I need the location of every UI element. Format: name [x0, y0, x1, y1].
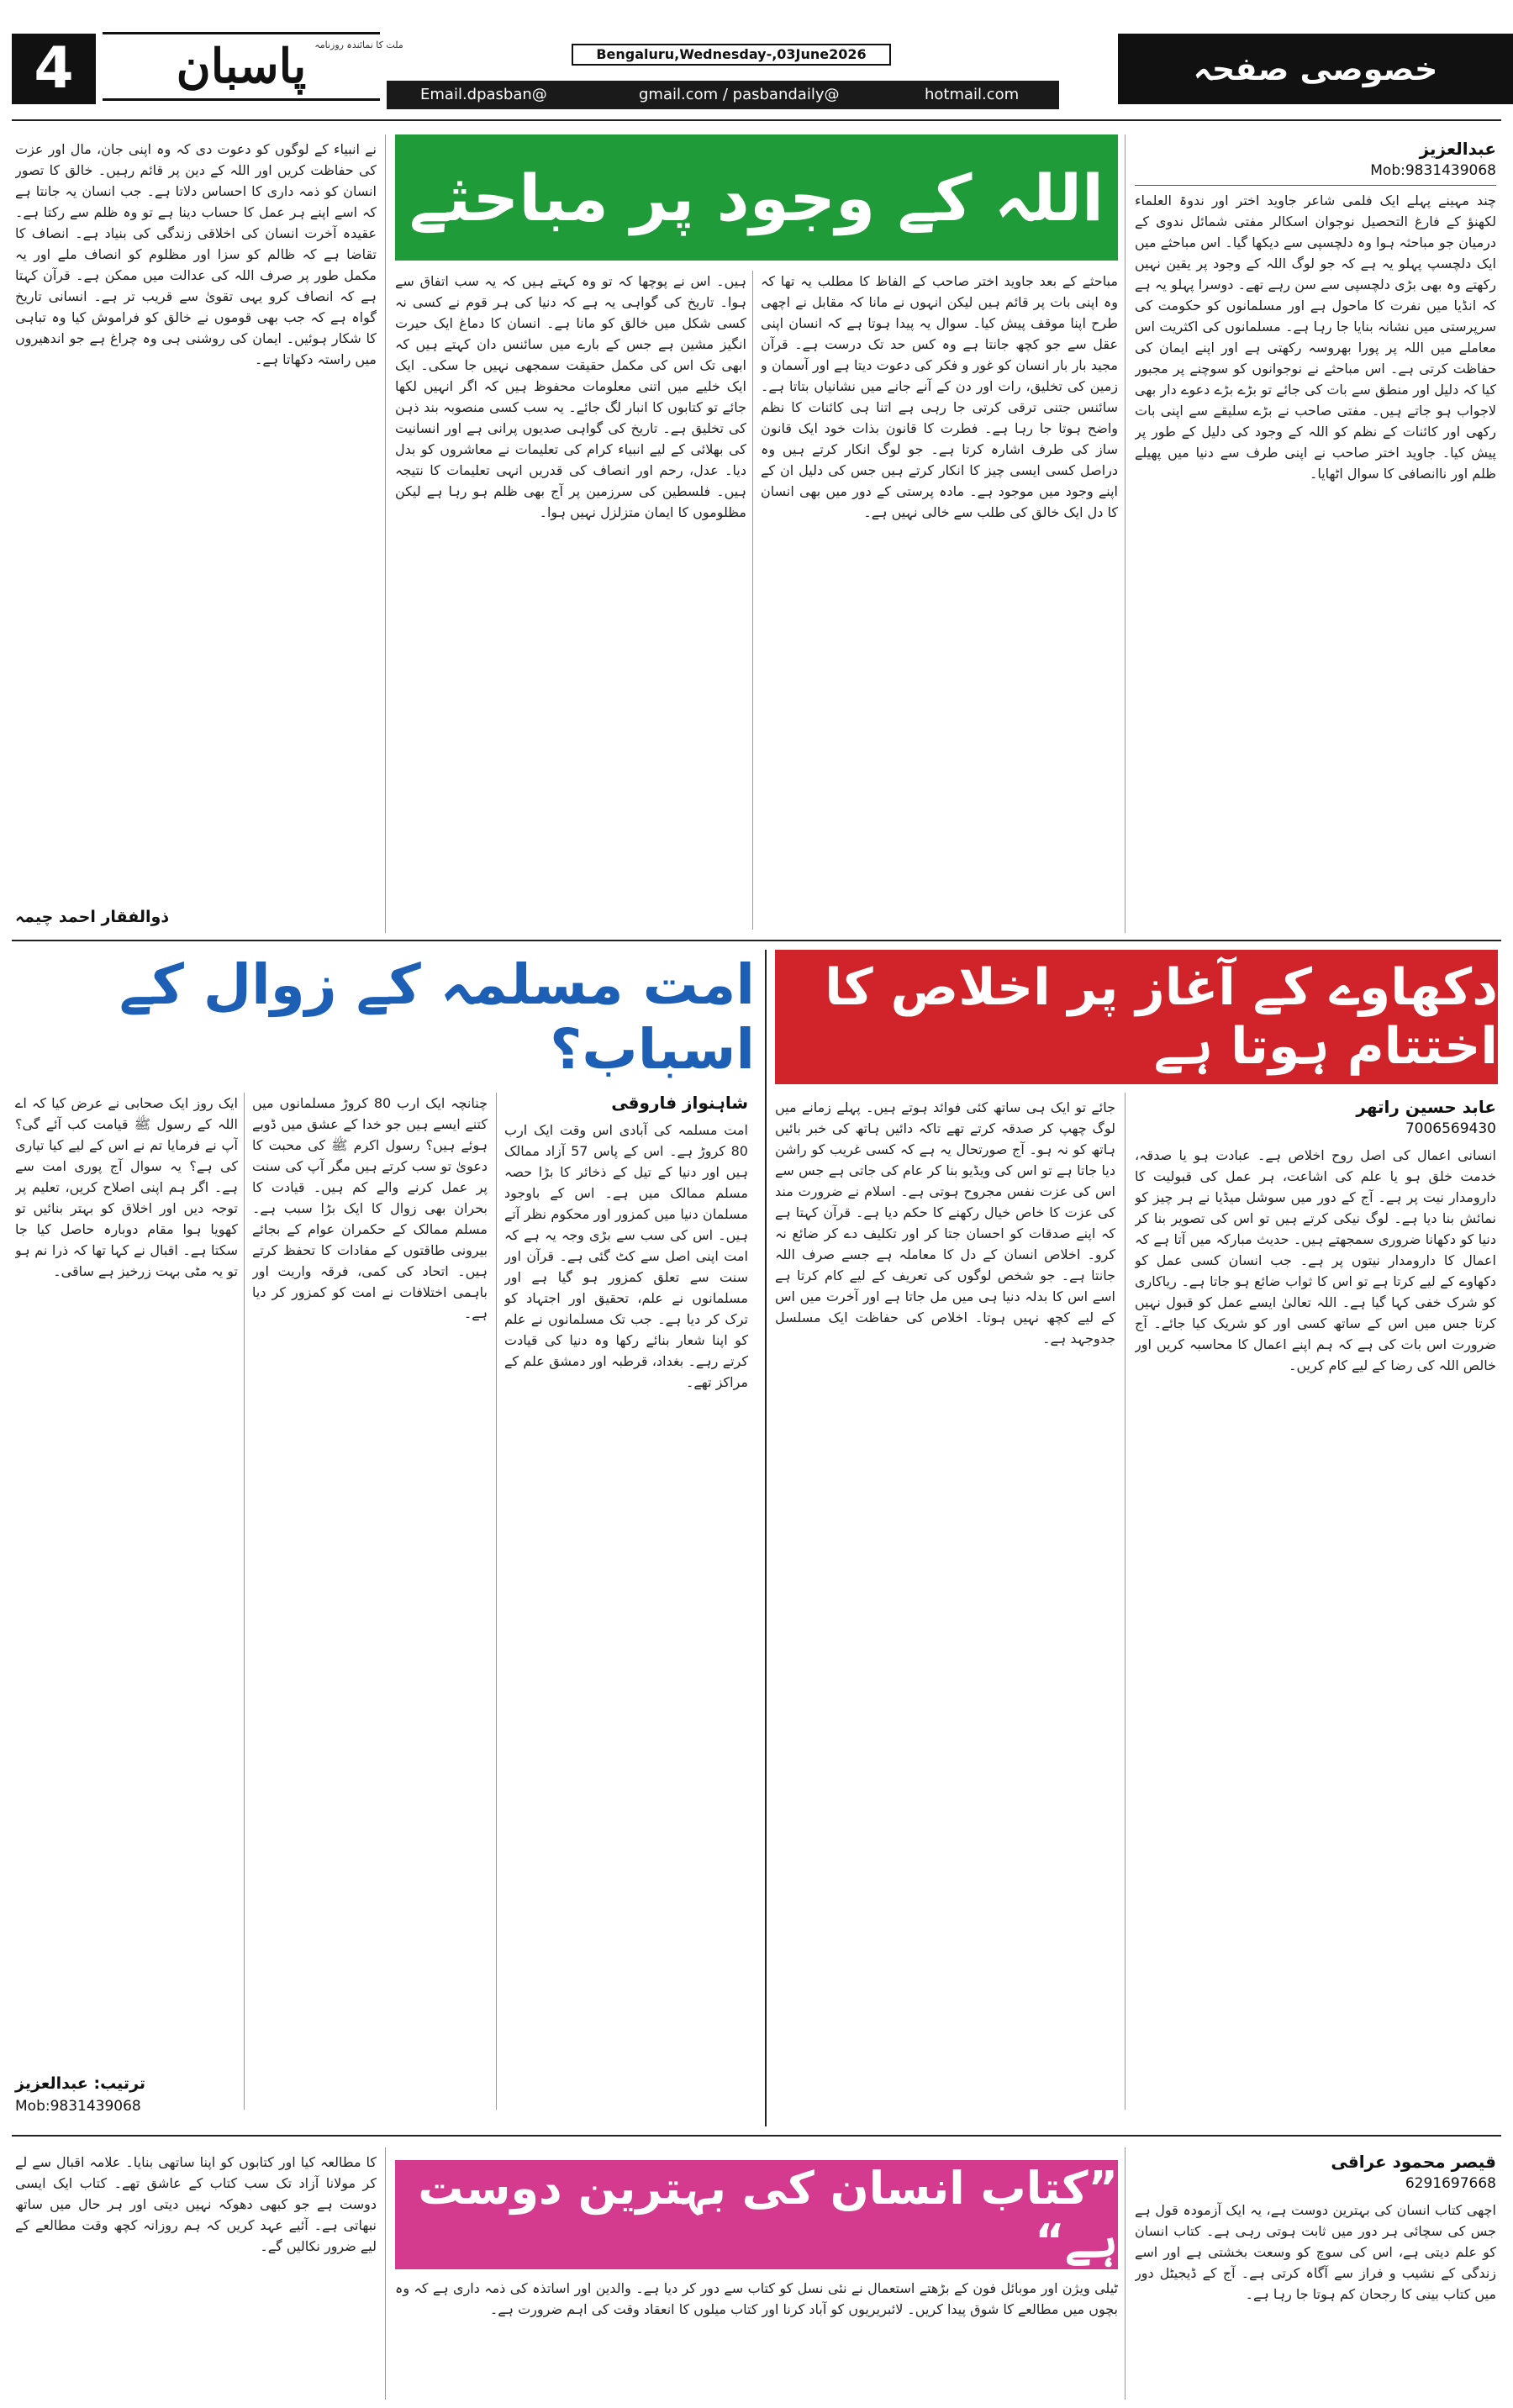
article-kitab-col-3: کا مطالعہ کیا اور کتابوں کو اپنا ساتھی بنایا۔ علامہ اقبال سے لے کر مولانا آزاد تک سب کتاب کے عاشق تھے۔ کتاب ایک ایسی دوست ہے جو کبھی دھوکہ نہیں دیتی اور ہر حال میں ساتھ نبھاتی ہے۔ آئیے عہد کریں کہ ہم روزانہ کچھ وقت مطالعے کے لیے ضرور نکالیں گے۔ — [15, 2154, 377, 2254]
author-name: عابد حسین راتھر — [1356, 1097, 1496, 1117]
column-rule — [1125, 1093, 1126, 2110]
email-part-1: Email.dpasban@ — [420, 86, 547, 103]
headline-kitab: ”کتاب انسان کی بہترین دوست ہے“ — [395, 2160, 1118, 2269]
column-rule — [752, 271, 753, 930]
dateline: Bengaluru,Wednesday-,03June2026 — [572, 44, 891, 66]
article-ikhlas-col-2: جائے تو ایک ہی ساتھ کئی فوائد ہوتے ہیں۔ پہلے زمانے میں لوگ چھپ کر صدقہ کرتے تھے تاکہ دائیں ہاتھ کی خبر بائیں ہاتھ کو نہ ہو۔ آج صورتحال یہ ہے کہ کسی غریب کو راشن دیا جاتا ہے تو اس کی ویڈیو بنا کر عام کی جاتی ہے جس سے اس کی عزت نفس مجروح ہوتی ہے۔ اسلام نے ضرورت مند کی عزت کا خاص خیال رکھنے کا حکم دیا ہے۔ قرآن کہتا ہے کہ اپنے صدقات کو احسان جتا کر اور تکلیف دے کر ضائع نہ کرو۔ اخلاص انسان کے دل کا معاملہ ہے جسے صرف اللہ جانتا ہے۔ جو شخص لوگوں کی تعریف کے لیے کام کرتا ہے اسے اس کا بدلہ دنیا ہی میں مل جاتا ہے اور آخرت میں اس کے لیے کچھ نہیں ہوتا۔ اخلاص کی حفاظت ایک مسلسل جدوجہد ہے۔ — [775, 1099, 1115, 1346]
column-rule — [385, 134, 386, 933]
author-phone: Mob:9831439068 — [1370, 162, 1496, 179]
newspaper-logo — [103, 32, 403, 101]
column-rule — [244, 1093, 245, 2110]
masthead — [0, 0, 1513, 109]
page-number: 4 — [12, 34, 96, 104]
email-part-3: hotmail.com — [925, 86, 1020, 103]
compiler-label: ترتیب: عبدالعزیز — [15, 2074, 146, 2093]
article-ummat-col-2: چنانچہ ایک ارب 80 کروڑ مسلمانوں میں کتنے ایسے ہیں جو خدا کے عشق میں ڈوبے ہوئے ہیں؟ رسول اکرم ﷺ کی محبت کا دعویٰ تو سب کرتے ہیں مگر آپ کی سنت پر عمل کرنے والے کم ہیں۔ قیادت کا بحران بھی زوال کا ایک بڑا سبب ہے۔ مسلم ممالک کے حکمران عوام کے بجائے بیرونی طاقتوں کے مفادات کا تحفظ کرتے ہیں۔ اتحاد کی کمی، فرقہ واریت اور باہمی اختلافات نے امت کو کمزور کر دیا ہے۔ — [252, 1095, 488, 1321]
column-rule — [385, 2147, 386, 2400]
author-name: قیصر محمود عراقی — [1331, 2152, 1496, 2172]
vertical-divider — [765, 950, 767, 2126]
article-allah-col-3: ہیں۔ اس نے پوچھا کہ تو وہ کہتے ہیں کہ یہ سب اتفاق سے ہوا۔ تاریخ کی گواہی یہ ہے کہ دنیا کی ہر قوم نے کسی نہ کسی شکل میں خالق کو مانا ہے۔ انسان کا دماغ ایک حیرت انگیز مشین ہے جس کے بارے میں سائنس دان کہتے ہیں کہ ابھی تک اس کی مکمل حقیقت سمجھی نہیں جا سکی۔ ایک ایک خلیے میں اتنی معلومات محفوظ ہیں کہ اگر انہیں لکھا جائے تو کتابوں کا انبار لگ جائے۔ یہ سب کسی منصوبہ بند ذہن کی تخلیق ہے۔ تاریخ کی گواہی صدیوں پرانی ہے اور انسانیت کی بھلائی کے لیے انبیاء کرام کی تعلیمات نے معاشروں کو بدل دیا۔ عدل، رحم اور انصاف کی قدریں انہی تعلیمات کا نتیجہ ہیں۔ فلسطین کی سرزمین پر آج بھی ظلم ہو رہا ہے لیکن مظلوموں کا ایمان متزلزل نہیں ہوا۔ — [395, 273, 746, 520]
section-title: خصوصی صفحہ — [1118, 34, 1513, 104]
headline-ummat: امت مسلمہ کے زوال کے اسباب؟ — [15, 950, 755, 1084]
author-name: عبدالعزیز — [1419, 139, 1496, 159]
footer-author: ذوالفقار احمد چیمہ — [15, 908, 170, 926]
masthead-divider — [12, 119, 1501, 121]
article-allah-col-2: مباحثے کے بعد جاوید اختر صاحب کے الفاظ کا مطلب یہ تھا کہ وہ اپنی بات پر قائم ہیں لیکن انہوں نے مانا کہ مقابل نے اچھی طرح اپنا موقف پیش کیا۔ سوال یہ پیدا ہوتا ہے کہ انسان اپنی عقل سے جو کچھ جانتا ہے وہ کس حد تک درست ہے۔ قرآن مجید بار بار انسان کو غور و فکر کی دعوت دیتا ہے اور آسمان و زمین کی تخلیق، رات اور دن کے آنے جانے میں نشانیاں بتاتا ہے۔ سائنس جتنی ترقی کرتی جا رہی ہے اتنا ہی کائنات کا نظم واضح ہوتا جا رہا ہے۔ فطرت کا قانون بذات خود ایک قانون ساز کی طرف اشارہ کرتا ہے۔ جو لوگ انکار کرتے ہیں وہ دراصل کسی ایسی چیز کا انکار کرتے ہیں جس کی دلیل ان کے اپنے وجود میں موجود ہے۔ مادہ پرستی کے دور میں بھی انسان کا دل ایک خالق کی طلب سے خالی نہیں ہے۔ — [761, 273, 1118, 520]
logo-tagline: ملت کا نمائندہ روزنامہ — [314, 40, 403, 50]
author-phone: 7006569430 — [1405, 1120, 1496, 1137]
headline-ikhlas: دکھاوے کے آغاز پر اخلاص کا اختتام ہوتا ہے — [775, 950, 1498, 1084]
section-divider — [12, 2135, 1501, 2137]
article-ummat-col-1: امت مسلمہ کی آبادی اس وقت ایک ارب 80 کروڑ ہے۔ اس کے پاس 57 آزاد ممالک ہیں اور دنیا کے تیل کے ذخائر کا بڑا حصہ مسلم ممالک میں ہے۔ اس کے باوجود مسلمان دنیا میں کمزور اور محکوم نظر آتے ہیں۔ اس کی سب سے بڑی وجہ یہ ہے کہ امت اپنی اصل سے کٹ گئی ہے۔ قرآن اور سنت سے تعلق کمزور ہو گیا ہے اور مسلمانوں نے علم، تحقیق اور اجتہاد کو ترک کر دیا ہے۔ جب تک مسلمانوں نے علم کو اپنا شعار بنائے رکھا وہ دنیا کی قیادت کرتے رہے۔ بغداد، قرطبہ اور دمشق علم کے مراکز تھے۔ — [504, 1122, 748, 1390]
column-rule — [1125, 134, 1126, 933]
article-ummat-col-3: ایک روز ایک صحابی نے عرض کیا کہ اے اللہ کے رسول ﷺ قیامت کب آئے گی؟ آپ نے فرمایا تم نے اس کے لیے کیا تیاری کی ہے؟ یہ سوال آج پوری امت سے ہے۔ اگر ہم اپنی اصلاح کریں، تعلیم پر توجہ دیں اور اخلاق کو بہتر بنائیں تو کھویا ہوا مقام دوبارہ حاصل کیا جا سکتا ہے۔ اقبال نے کہا تھا کہ ذرا نم ہو تو یہ مٹی بہت زرخیز ہے ساقی۔ — [15, 1095, 238, 1279]
article-allah-col-4: نے انبیاء کے لوگوں کو دعوت دی کہ وہ اپنی جان، مال اور عزت کی حفاظت کریں اور اللہ کے دین پر قائم رہیں۔ خالق کا تصور انسان کو ذمہ داری کا احساس دلاتا ہے۔ جب انسان یہ جانتا ہے کہ اسے اپنے ہر عمل کا حساب دینا ہے تو وہ ظلم سے رکتا ہے۔ عقیدہ آخرت انسان کی اخلاقی زندگی کی بنیاد ہے۔ انصاف کا تقاضا ہے کہ ظالم کو سزا اور مظلوم کو انصاف ملے اور یہ مکمل طور پر صرف اللہ کی عدالت میں ممکن ہے۔ قرآن کہتا ہے کہ انصاف کرو یہی تقویٰ سے قریب تر ہے۔ انسانی تاریخ گواہ ہے کہ جب بھی قوموں نے خالق کو فراموش کیا وہ تباہی کا شکار ہوئیں۔ ایمان کی روشنی ہی وہ چراغ ہے جو اندھیروں میں راستہ دکھاتا ہے۔ — [15, 141, 377, 367]
article-kitab-col-2: ٹیلی ویژن اور موبائل فون کے بڑھتے استعمال نے نئی نسل کو کتاب سے دور کر دیا ہے۔ والدین اور اساتذہ کی ذمہ داری ہے کہ وہ بچوں میں مطالعے کا شوق پیدا کریں۔ لائبریریوں کو آباد کرنا اور کتاب میلوں کا انعقاد وقت کی اہم ضرورت ہے۔ — [395, 2280, 1118, 2317]
headline-allah: اللہ کے وجود پر مباحثے — [395, 134, 1118, 261]
article-ikhlas-col-1: انسانی اعمال کی اصل روح اخلاص ہے۔ عبادت ہو یا صدقہ، خدمت خلق ہو یا علم کی اشاعت، ہر عمل کی قبولیت کا دارومدار نیت پر ہے۔ آج کے دور میں سوشل میڈیا نے ہر چیز کو نمائش بنا دیا ہے۔ لوگ نیکی کرتے ہیں تو اس کی تصویر بنا کر دنیا کو دکھانا ضروری سمجھتے ہیں۔ حدیث مبارکہ میں آتا ہے کہ اعمال کا دارومدار نیتوں پر ہے۔ جب انسان کسی عمل کو دکھاوے کے لیے کرتا ہے تو اس کا ثواب ضائع ہو جاتا ہے۔ ریاکاری کو شرک خفی کہا گیا ہے۔ اللہ تعالیٰ ایسے عمل کو قبول نہیں کرتا جس میں اس کے ساتھ کسی اور کو شریک کیا جائے۔ آج ضرورت اس بات کی ہے کہ ہم اپنے اعمال کا محاسبہ کریں اور خالص اللہ کی رضا کے لیے کام کریں۔ — [1135, 1147, 1496, 1373]
email-bar — [387, 81, 1059, 109]
article-allah-col-1: چند مہینے پہلے ایک فلمی شاعر جاوید اختر اور ندوۃ العلماء لکھنؤ کے فارغ التحصیل نوجوان اسکالر مفتی شمائل ندوی کے درمیان جو مباحثہ ہوا وہ دلچسپی سے دیکھا گیا۔ اس مباحثے میں ایک دلچسپ پہلو یہ ہے کہ جو لوگ اللہ کے وجود پر یقین نہیں رکھتے وہ بھی بڑی دلچسپی سے سن رہے تھے۔ دوسرا پہلو یہ ہے کہ انڈیا میں نفرت کا ماحول ہے اور مسلمانوں کو حکومت کی سرپرستی میں نشانہ بنایا جا رہا ہے۔ مسلمانوں کی اکثریت اس معاملے میں اللہ پر پورا بھروسہ رکھتی ہے اور اپنے ایمان کی حفاظت کرتی ہے۔ اس مباحثے نے نوجوانوں کو سوچنے پر مجبور کیا کہ دلیل اور منطق سے بات کی جائے تو بڑے بڑے دعوے دار بھی لاجواب ہو جاتے ہیں۔ مفتی صاحب نے بڑے سلیقے سے اپنی بات رکھی اور کائنات کے نظم کو اللہ کے وجود کی دلیل کے طور پر پیش کیا۔ جاوید اختر صاحب نے اپنی طرف سے دنیا میں پھیلے ظلم اور ناانصافی کا سوال اٹھایا۔ — [1135, 192, 1496, 482]
byline-rule — [1135, 185, 1496, 186]
article-kitab-col-1: اچھی کتاب انسان کی بہترین دوست ہے، یہ ایک آزمودہ قول ہے جس کی سچائی ہر دور میں ثابت ہوتی رہی ہے۔ کتاب انسان کو علم دیتی ہے، اس کی سوچ کو وسعت بخشتی ہے اور اسے زندگی کے نشیب و فراز سے آگاہ کرتی ہے۔ آج کے ڈیجیٹل دور میں کتاب بینی کا رجحان کم ہوتا جا رہا ہے۔ — [1135, 2202, 1496, 2302]
author-phone: 6291697668 — [1405, 2175, 1496, 2192]
column-rule — [1125, 2147, 1126, 2400]
compiler-phone: Mob:9831439068 — [15, 2098, 141, 2115]
email-part-2: gmail.com / pasbandaily@ — [639, 86, 840, 103]
logo-text: پاسبان — [176, 39, 307, 94]
section-divider — [12, 940, 1501, 941]
author-name: شاہنواز فاروقی — [611, 1093, 748, 1113]
column-rule — [496, 1093, 497, 2110]
